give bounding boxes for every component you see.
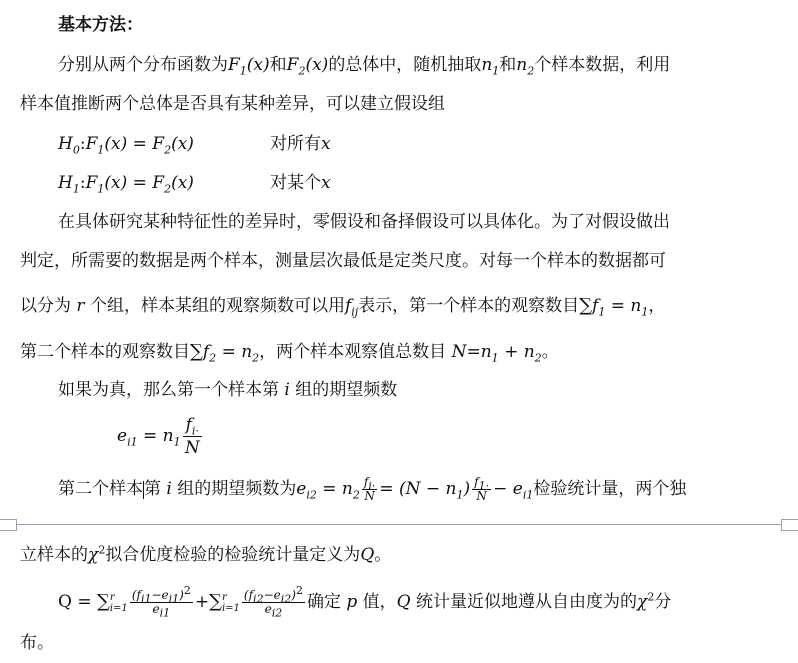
formula-sum-f2: $\sum f_2 = n_2$ <box>190 341 260 365</box>
paragraph-1-line-1 <box>58 53 670 77</box>
section-heading: 基本方法： <box>58 15 143 35</box>
paragraph-2-line-4 <box>20 340 559 364</box>
formula-chi-squared: $\chi^2$ <box>88 543 106 565</box>
page-break-marker-left <box>0 519 17 531</box>
p4-text-2a: 立样本的 <box>20 545 88 565</box>
p2-text-3c: 表示，第一个样本的观察数目 <box>358 296 580 316</box>
p5-text-c: 统计量近似地遵从自由度为的 <box>416 592 638 612</box>
paragraph-4-line-2: 立样本的$\chi^2$拟合优度检验的检验统计量定义为Q。 <box>20 543 392 565</box>
formula-ei2: $e_{i2} = n_2$ $\frac{f_{i\cdot}}{N}$ = $(N - n_1)$ $\frac{f_{1\cdot}}{N}$ − $e_{i1}$ <box>296 475 534 503</box>
p4-text-a: 第二个样本 <box>58 479 143 499</box>
formula-sum-f1: $\sum f_1 = n_1$ <box>579 295 649 319</box>
p4-text-2c: 。 <box>374 545 392 565</box>
paragraph-3: 如果为真，那么第一个样本第 i 组的期望频数 <box>58 380 398 400</box>
h1-condition: 对某个x <box>270 173 331 193</box>
p4-text-b: 第 <box>144 479 161 499</box>
formula-f2x: $F_2(x)$ <box>286 55 329 78</box>
p2-text-3a: 以分为 <box>20 296 71 316</box>
p2-text-4a: 第二个样本的观察数目 <box>20 342 190 362</box>
hypothesis-h0 <box>58 132 331 157</box>
p1-text-b: 和 <box>269 55 287 75</box>
p3-text-a: 如果为真，那么第一个样本第 <box>58 380 279 400</box>
paragraph-2-line-3: 以分为 r 个组，样本某组的观察频数可以用$f_{ij}$表示，第一个样本的观察数目$\sum f_1 = n_1$， <box>20 295 666 319</box>
hypothesis-h1 <box>58 171 331 196</box>
formula-total-n: $N=n_1 + n_2$ <box>451 342 542 365</box>
equation-ei1: $e_{i1} = n_1$ $\frac{f_{i\cdot}}{N}$ <box>117 414 202 459</box>
p1-text-c: 的总体中，随机抽取 <box>328 55 482 75</box>
page-break <box>0 519 798 531</box>
paragraph-2-line-1: 在具体研究某种特征性的差异时，零假设和备择假设可以具体化。为了对假设做出 <box>58 212 670 232</box>
p2-text-3b: 个组，样本某组的观察频数可以用 <box>89 296 345 316</box>
p4-text-c: 组的期望频数为 <box>177 479 297 499</box>
p2-text-4b: ，两个样本观察值总数目 <box>259 342 447 362</box>
fraction-fi-over-n: $\frac{f_{i\cdot}}{N}$ <box>183 414 202 459</box>
page-break-marker-right <box>781 519 798 531</box>
p3-text-b: 组的期望频数 <box>295 380 398 400</box>
p5-text-a: 确定 <box>306 592 341 612</box>
h0-condition: 对所有x <box>270 134 331 154</box>
formula-n1: $n_1$ <box>481 55 500 78</box>
paragraph-1-line-2: 样本值推断两个总体是否具有某种差异，可以建立假设组 <box>20 94 445 114</box>
paragraph-2-line-2: 判定，所需要的数据是两个样本，测量层次最低是定类尺度。对每一个样本的数据都可 <box>20 251 666 271</box>
p5-text-b: 值， <box>362 592 397 612</box>
formula-h1: $H_1:F_1(x) = F_2(x)$ <box>58 173 194 196</box>
p1-text-d: 和 <box>499 55 517 75</box>
formula-chi-squared-2: $\chi^2$ <box>637 590 655 612</box>
paragraph-5-line-2: 布。 <box>20 633 54 653</box>
formula-h0: $H_0:F_1(x) = F_2(x)$ <box>58 134 194 157</box>
p1-text-e: 个样本数据，利用 <box>534 55 671 75</box>
p4-text-d: 检验统计量，两个独 <box>533 479 687 499</box>
p2-text-4c: 。 <box>541 342 559 362</box>
formula-fij: $f_{ij}$ <box>344 296 359 319</box>
paragraph-4-line-1: 第二个样本第 i 组的期望频数为$e_{i2} = n_2$ $\frac{f_{i\cdot}}{N}$ = $(N - n_1)$ $\frac{f_{1\cdot}}{N}$ − $e_{i1}$检验统计量，两个独 <box>58 475 687 503</box>
p5-text-d: 分 <box>654 592 672 612</box>
formula-f1x: $F_1(x)$ <box>228 55 270 78</box>
formula-q-statistic: Q = ∑ r i=1 $\frac{(f_{i1}-e_{i1})^2}{e_{i1}}$ +∑ r i=1 $\frac{(f_{i2}-e_{i2})^2}{e_{i2}}$ <box>58 584 303 620</box>
p4-text-2b: 拟合优度检验的检验统计量定义为 <box>105 545 361 565</box>
paragraph-5-line-1: Q = ∑ r i=1 $\frac{(f_{i1}-e_{i1})^2}{e_{i1}}$ +∑ r i=1 $\frac{(f_{i2}-e_{i2})^2}{e_{i2}}$ 确定 p 值，Q 统计量近似地遵从自由度为的$\chi^2$分 <box>58 584 672 620</box>
p1-text-a: 分别从两个分布函数为 <box>58 55 228 75</box>
formula-n2: $n_2$ <box>516 55 535 78</box>
page-break-line <box>0 524 798 525</box>
